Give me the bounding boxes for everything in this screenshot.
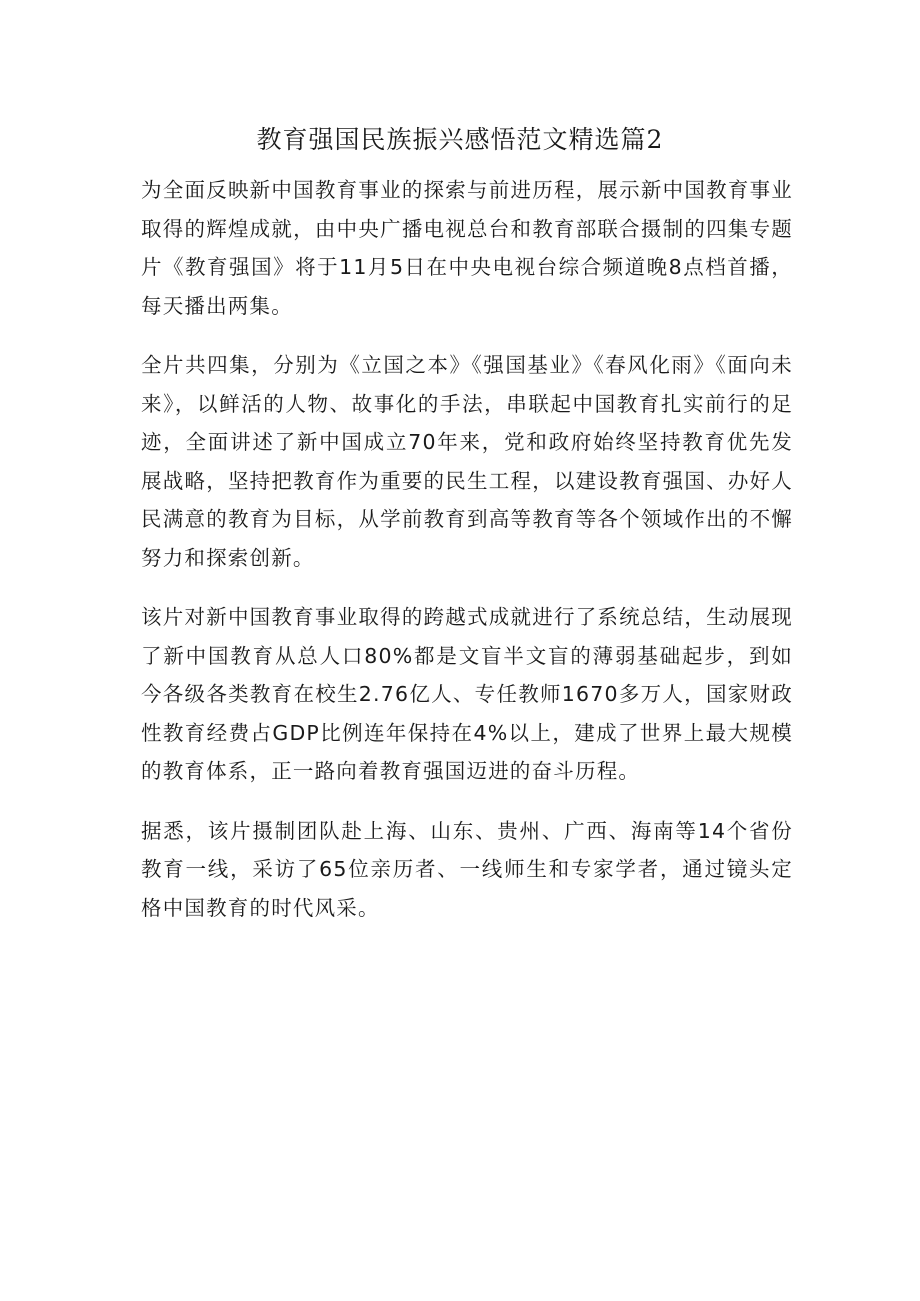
paragraph-2: 全片共四集，分别为《立国之本》《强国基业》《春风化雨》《面向未来》，以鲜活的人物、故事化的手法，串联起中国教育扎实前行的足迹，全面讲述了新中国成立70年来，党和政府始终坚持教育优先发展战略，坚持把教育作为重要的民生工程，以建设教育强国、办好人民满意的教育为目标，从学前教育到高等教育等各个领域作出的不懈努力和探索创新。 <box>141 353 793 570</box>
document-body <box>141 171 793 948</box>
paragraph-3: 该片对新中国教育事业取得的跨越式成就进行了系统总结，生动展现了新中国教育从总人口80%都是文盲半文盲的薄弱基础起步，到如今各级各类教育在校生2.76亿人、专任教师1670多万人，国家财政性教育经费占GDP比例连年保持在4%以上，建成了世界上最大规模的教育体系，正一路向着教育强国迈进的奋斗历程。 <box>141 605 793 783</box>
document-title: 教育强国民族振兴感悟范文精选篇2 <box>256 125 664 154</box>
paragraph-1: 为全面反映新中国教育事业的探索与前进历程，展示新中国教育事业取得的辉煌成就，由中央广播电视总台和教育部联合摄制的四集专题片《教育强国》将于11月5日在中央电视台综合频道晚8点档首播，每天播出两集。 <box>141 178 793 318</box>
paragraph-4: 据悉，该片摄制团队赴上海、山东、贵州、广西、海南等14个省份教育一线，采访了65位亲历者、一线师生和专家学者，通过镜头定格中国教育的时代风采。 <box>141 818 793 920</box>
